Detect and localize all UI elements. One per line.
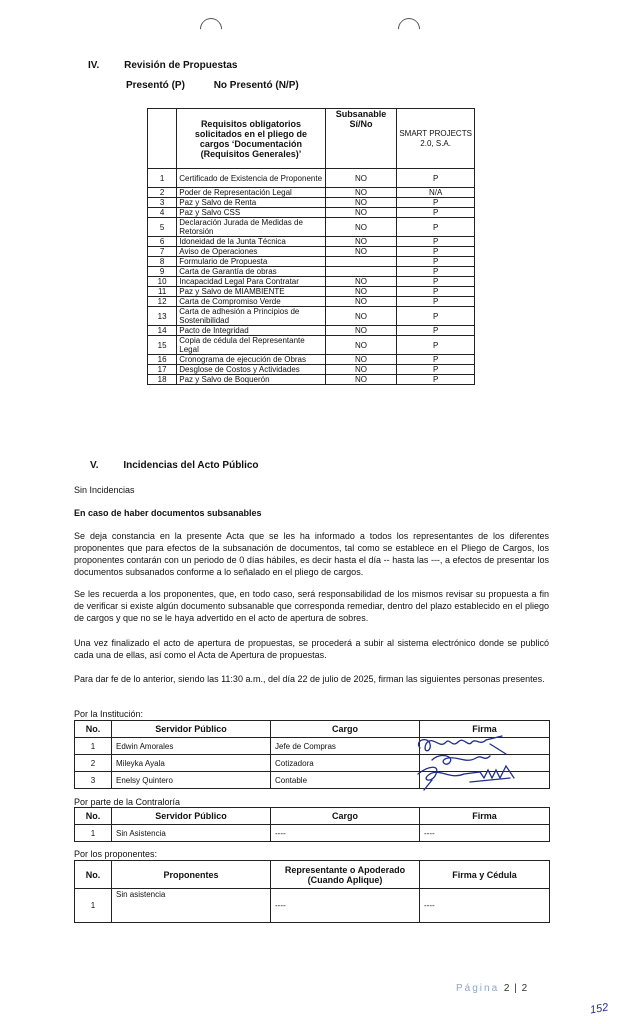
row-servidor: Mileyka Ayala: [112, 755, 271, 772]
row-number: 2: [75, 755, 112, 772]
row-bidder-value: P: [397, 355, 475, 365]
row-bidder-value: P: [397, 287, 475, 297]
row-number: 16: [148, 355, 177, 365]
row-subsanable: NO: [325, 188, 397, 198]
row-number: 5: [148, 218, 177, 237]
row-subsanable: NO: [325, 336, 397, 355]
col-servidor: Servidor Público: [112, 808, 271, 825]
section-v-heading: [90, 460, 259, 471]
row-cargo: Cotizadora: [271, 755, 420, 772]
paragraph-2: Se les recuerda a los proponentes, que, en todo caso, será responsabilidad de los mismos revisar su propuesta a fin de verificar si existe algún documento subsanable que corresponda remediar, dentro del plazo establecido en el pliego de cargos y que no se le haya advertido en el acto de apertura de sobres.: [74, 589, 549, 623]
row-firma-cedula: ----: [420, 889, 550, 923]
row-subsanable: NO: [325, 375, 397, 385]
contraloria-body: [75, 825, 550, 842]
row-bidder-value: P: [397, 169, 475, 188]
legend-not-present: No Presentó (N/P): [213, 80, 299, 91]
row-requirement: Certificado de Existencia de Proponente: [177, 169, 325, 188]
row-subsanable: NO: [325, 208, 397, 218]
table-row: [75, 825, 550, 842]
row-number: 1: [75, 825, 112, 842]
table-row: [148, 237, 475, 247]
section-title: Revisión de Propuestas: [124, 60, 238, 71]
row-requirement: Incapacidad Legal Para Contratar: [177, 277, 325, 287]
table-row: [148, 336, 475, 355]
row-number: 3: [75, 772, 112, 789]
row-number: 14: [148, 326, 177, 336]
row-requirement: Carta de Compromiso Verde: [177, 297, 325, 307]
table-row: [148, 257, 475, 267]
col-servidor: Servidor Público: [112, 721, 271, 738]
page-footer: [456, 983, 528, 994]
col-cargo: Cargo: [271, 808, 420, 825]
row-number: 1: [148, 169, 177, 188]
col-firma: Firma: [420, 808, 550, 825]
table-row: [148, 267, 475, 277]
no-incidents-text: Sin Incidencias: [74, 485, 135, 495]
requirements-body: [148, 169, 475, 385]
row-bidder-value: P: [397, 267, 475, 277]
col-no: No.: [75, 721, 112, 738]
row-representante: ----: [271, 889, 420, 923]
page-word: Página: [456, 983, 500, 994]
signature-1: [419, 736, 506, 754]
col-no: No.: [75, 861, 112, 889]
col-subsanable: Subsanable Sí/No: [325, 109, 397, 169]
row-number: 1: [75, 889, 112, 923]
handwritten-signatures: [410, 730, 530, 800]
table-row: [148, 375, 475, 385]
row-subsanable: NO: [325, 307, 397, 326]
row-subsanable: NO: [325, 237, 397, 247]
row-subsanable: NO: [325, 277, 397, 287]
contraloria-label: Por parte de la Contraloría: [74, 797, 181, 807]
col-cargo: Cargo: [271, 721, 420, 738]
requirements-table: [147, 108, 475, 385]
section-number: IV.: [88, 60, 100, 71]
handwritten-folio: 152: [589, 1001, 610, 1017]
row-requirement: Copia de cédula del Representante Legal: [177, 336, 325, 355]
row-requirement: Paz y Salvo de Renta: [177, 198, 325, 208]
row-bidder-value: P: [397, 218, 475, 237]
page-number: 2 | 2: [503, 983, 529, 994]
row-requirement: Carta de adhesión a Principios de Sostenibilidad: [177, 307, 325, 326]
table-row: [148, 307, 475, 326]
row-requirement: Idoneidad de la Junta Técnica: [177, 237, 325, 247]
proponentes-body: [75, 889, 550, 923]
row-number: 1: [75, 738, 112, 755]
row-subsanable: NO: [325, 287, 397, 297]
paragraph-1: Se deja constancia en la presente Acta que se les ha informado a todos los representantes de los diferentes proponentes que para efectos de la subsanación de documentos, tal como se establece en el Pliego de Cargos, los proponentes contarán con un periodo de 0 días hábiles, es decir hasta el día -- hasta las ---, a efectos de presentar los documentos subsanados conforme a lo señalado en el pliego de cargos.: [74, 531, 549, 577]
row-number: 12: [148, 297, 177, 307]
row-subsanable: NO: [325, 218, 397, 237]
row-requirement: Aviso de Operaciones: [177, 247, 325, 257]
col-bidder: SMART PROJECTS 2.0, S.A.: [397, 109, 475, 169]
row-number: 11: [148, 287, 177, 297]
institution-label: Por la Institución:: [74, 709, 144, 719]
row-requirement: Declaración Jurada de Medidas de Retorsión: [177, 218, 325, 237]
row-subsanable: [325, 267, 397, 277]
row-bidder-value: P: [397, 307, 475, 326]
row-bidder-value: P: [397, 198, 475, 208]
row-firma: ----: [420, 825, 550, 842]
table-row: [148, 198, 475, 208]
row-requirement: Formulario de Propuesta: [177, 257, 325, 267]
table-row: [75, 889, 550, 923]
table-row: [148, 355, 475, 365]
table-row: [148, 326, 475, 336]
row-number: 7: [148, 247, 177, 257]
col-proponentes: Proponentes: [112, 861, 271, 889]
row-proponente: Sin asistencia: [112, 889, 271, 923]
row-bidder-value: P: [397, 336, 475, 355]
row-subsanable: NO: [325, 247, 397, 257]
legend-line: [126, 80, 299, 91]
row-subsanable: NO: [325, 198, 397, 208]
row-requirement: Paz y Salvo de Boquerón: [177, 375, 325, 385]
row-bidder-value: P: [397, 257, 475, 267]
row-servidor: Edwin Amorales: [112, 738, 271, 755]
row-servidor: Enelsy Quintero: [112, 772, 271, 789]
row-subsanable: NO: [325, 169, 397, 188]
row-number: 15: [148, 336, 177, 355]
row-number: 9: [148, 267, 177, 277]
table-row: [148, 297, 475, 307]
subsanables-heading: En caso de haber documentos subsanables: [74, 508, 262, 518]
row-cargo: ----: [271, 825, 420, 842]
row-requirement: Cronograma de ejecución de Obras: [177, 355, 325, 365]
table-row: [148, 277, 475, 287]
table-row: [148, 365, 475, 375]
row-number: 3: [148, 198, 177, 208]
table-row: [148, 218, 475, 237]
col-requirement: Requisitos obligatorios solicitados en el pliego de cargos ‘Documentación (Requisitos Generales)’: [177, 109, 325, 169]
section-title: Incidencias del Acto Público: [123, 460, 259, 471]
col-number: [148, 109, 177, 169]
section-iv-heading: [88, 60, 237, 71]
row-requirement: Desglose de Costos y Actividades: [177, 365, 325, 375]
table-row: [148, 208, 475, 218]
row-subsanable: NO: [325, 297, 397, 307]
row-bidder-value: P: [397, 208, 475, 218]
row-subsanable: [325, 257, 397, 267]
table-row: [148, 188, 475, 198]
row-requirement: Paz y Salvo de MIAMBIENTE: [177, 287, 325, 297]
row-number: 13: [148, 307, 177, 326]
table-row: [148, 247, 475, 257]
row-requirement: Pacto de Integridad: [177, 326, 325, 336]
row-number: 18: [148, 375, 177, 385]
col-no: No.: [75, 808, 112, 825]
col-representante: Representante o Apoderado (Cuando Aplique): [271, 861, 420, 889]
row-number: 4: [148, 208, 177, 218]
row-requirement: Poder de Representación Legal: [177, 188, 325, 198]
row-number: 10: [148, 277, 177, 287]
row-bidder-value: P: [397, 365, 475, 375]
row-bidder-value: P: [397, 375, 475, 385]
row-number: 8: [148, 257, 177, 267]
section-number: V.: [90, 460, 99, 471]
contraloria-table: [74, 807, 550, 842]
row-requirement: Carta de Garantía de obras: [177, 267, 325, 277]
row-number: 2: [148, 188, 177, 198]
col-firma-cedula: Firma y Cédula: [420, 861, 550, 889]
row-bidder-value: P: [397, 237, 475, 247]
row-bidder-value: N/A: [397, 188, 475, 198]
row-subsanable: NO: [325, 326, 397, 336]
paragraph-3: Una vez finalizado el acto de apertura de propuestas, se procederá a subir al sistema electrónico donde se publicó cada una de ellas, así como el Acta de Apertura de propuestas.: [74, 638, 549, 660]
signature-3: [418, 766, 514, 790]
legend-present: Presentó (P): [126, 80, 185, 91]
row-bidder-value: P: [397, 297, 475, 307]
row-bidder-value: P: [397, 326, 475, 336]
table-row: [148, 169, 475, 188]
row-servidor: Sin Asistencia: [112, 825, 271, 842]
proponentes-label: Por los proponentes:: [74, 849, 158, 859]
row-subsanable: NO: [325, 365, 397, 375]
row-bidder-value: P: [397, 277, 475, 287]
row-subsanable: NO: [325, 355, 397, 365]
row-cargo: Contable: [271, 772, 420, 789]
row-number: 17: [148, 365, 177, 375]
row-requirement: Paz y Salvo CSS: [177, 208, 325, 218]
table-row: [148, 287, 475, 297]
col-firma: Firma: [420, 721, 550, 738]
row-cargo: Jefe de Compras: [271, 738, 420, 755]
punch-hole-right: [393, 13, 424, 44]
signature-2: [432, 756, 490, 765]
row-number: 6: [148, 237, 177, 247]
paragraph-4: Para dar fe de lo anterior, siendo las 11:30 a.m., del día 22 de julio de 2025, firman las siguientes personas presentes.: [74, 674, 545, 684]
proponentes-table: [74, 860, 550, 923]
punch-hole-left: [195, 13, 226, 44]
row-bidder-value: P: [397, 247, 475, 257]
